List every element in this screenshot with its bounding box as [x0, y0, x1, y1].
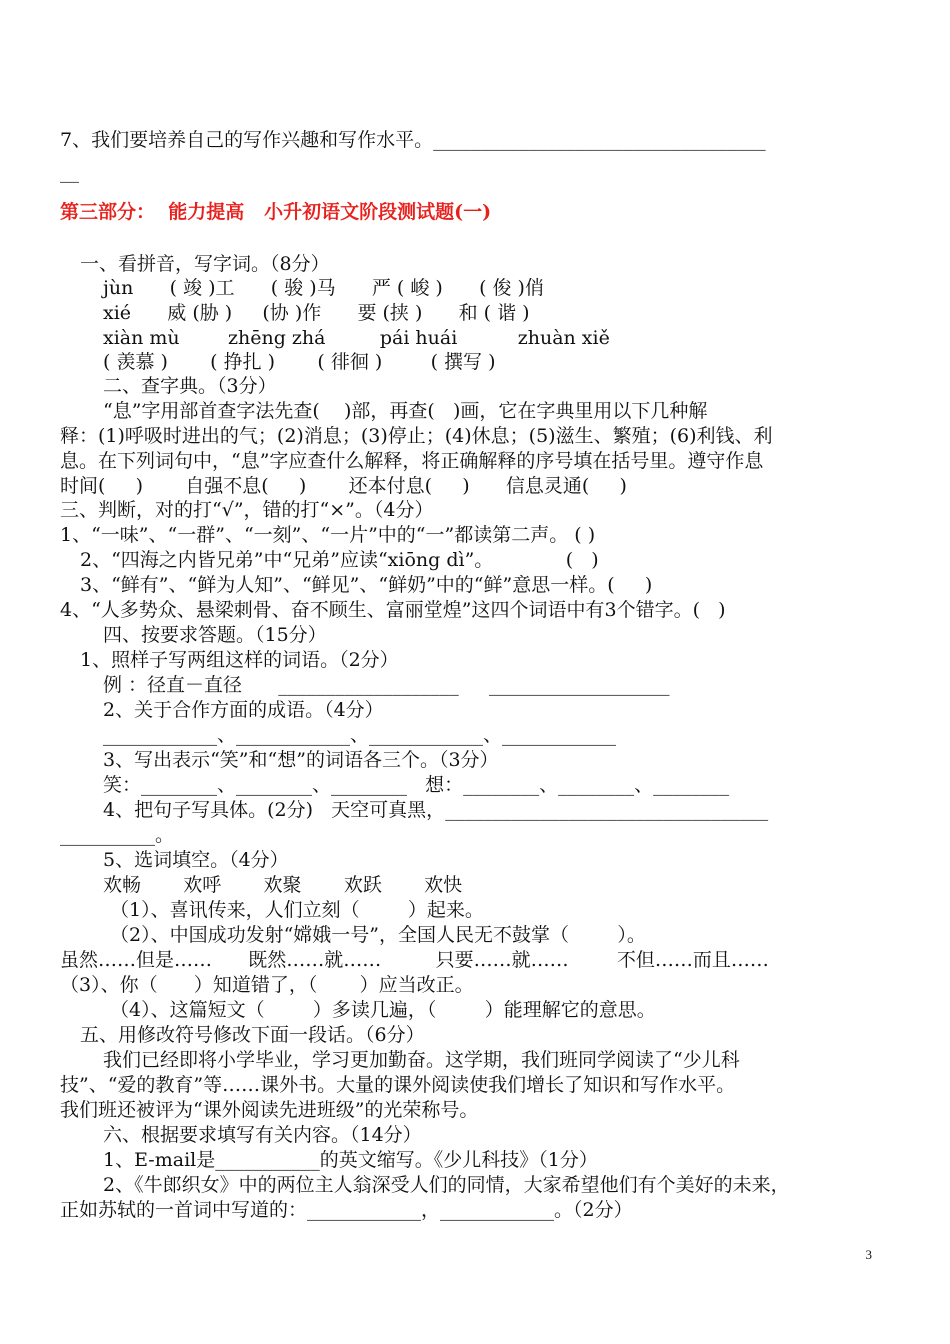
line-q7-cont: __ — [60, 161, 79, 183]
answer-1-example: 例 ：径直－直径 ___________________ ___________________ — [103, 674, 670, 696]
judge-item-3: 3、“鲜有”、“鲜为人知”、“鲜见”、“鲜奶”中的“鲜”意思一样。( ) — [80, 574, 653, 596]
dictionary-line-2: 释：(1)呼吸时进出的气；(2)消息；(3)停止；(4)休息；(5)滋生、繁殖；(6)利钱、利 — [60, 425, 773, 447]
answer-2: 2、关于合作方面的成语。（4分） — [103, 699, 384, 721]
fill-3: （3）、你（ ）知道错了，（ ）应当改正。 — [60, 974, 474, 996]
fill-2: （2）、中国成功发射“嫦娥一号”，全国人民无不鼓掌（ ）。 — [110, 924, 646, 946]
pinyin-row-1: jùn ( 竣 )工 ( 骏 )马 严 ( 峻 ) ( 俊 )俏 — [103, 277, 544, 299]
content-2-cont: 正如苏轼的一首词中写道的：____________，____________。（2分） — [60, 1199, 633, 1221]
line-q7: 7、我们要培养自己的写作兴趣和写作水平。___________________________________ — [60, 129, 766, 151]
dictionary-line-3: 息。在下列词句中，“息”字应查什么解释，将正确解释的序号填在括号里。遵守作息 — [60, 450, 764, 472]
heading-judge: 三、判断，对的打“√”，错的打“×”。（4分） — [60, 499, 434, 521]
pinyin-row-2: xié 威 (胁 ) (协 )作 要 (挟 ) 和 ( 谐 ) — [103, 302, 530, 324]
dictionary-line-1: “息”字用部首查字法先查( )部，再查( )画，它在字典里用以下几种解 — [103, 400, 708, 422]
answer-5: 5、选词填空。（4分） — [103, 849, 289, 871]
judge-item-4: 4、“人多势众、悬梁刺骨、奋不顾生、富丽堂煌”这四个词语中有3个错字。( ) — [60, 599, 726, 621]
answer-1: 1、照样子写两组这样的词语。（2分） — [80, 649, 399, 671]
pinyin-row-3: xiàn mù zhēng zhá pái huái zhuàn xiě — [103, 327, 610, 349]
heading-dictionary: 二、查字典。（3分） — [103, 375, 277, 397]
dictionary-line-4: 时间( ) 自强不息( ) 还本付息( ) 信息灵通( ) — [60, 475, 627, 497]
pinyin-row-4: ( 羡慕 ) ( 挣扎 ) ( 徘徊 ) ( 撰写 ) — [103, 351, 496, 373]
fill-1: （1）、喜讯传来，人们立刻（ ）起来。 — [110, 899, 484, 921]
answer-2-blanks: ____________、____________、____________、____________ — [103, 724, 617, 746]
revise-para-2: 技”、“爱的教育”等……课外书。大量的课外阅读使我们增长了知识和写作水平。 — [60, 1074, 736, 1096]
heading-fill-content: 六、根据要求填写有关内容。（14分） — [103, 1124, 422, 1146]
section-title: 第三部分： 能力提高 小升初语文阶段测试题(一) — [60, 201, 492, 223]
content-1: 1、E-mail是___________的英文缩写。《少儿科技》（1分） — [103, 1149, 598, 1171]
answer-5-words: 欢畅 欢呼 欢聚 欢跃 欢快 — [103, 874, 463, 896]
page-number: 3 — [865, 1247, 872, 1262]
answer-4: 4、把句子写具体。(2分) 天空可真黑，__________________________________ — [103, 799, 769, 821]
revise-para-1: 我们已经即将小学毕业，学习更加勤奋。这学期，我们班同学阅读了“少儿科 — [103, 1049, 740, 1071]
answer-3: 3、写出表示“笑”和“想”的词语各三个。（3分） — [103, 749, 499, 771]
fill-4: （4）、这篇短文（ ）多读几遍，（ ）能理解它的意思。 — [110, 999, 656, 1021]
answer-4-cont: __________。 — [60, 824, 175, 846]
fill-conjunctions: 虽然……但是…… 既然……就…… 只要……就…… 不但……而且…… — [60, 949, 769, 971]
judge-item-2: 2、“四海之内皆兄弟”中“兄弟”应读“xiōng dì”。 ( ) — [80, 549, 599, 571]
answer-3-blanks: 笑：________、________、________ 想：________、________、________ — [103, 774, 730, 796]
revise-para-3: 我们班还被评为“课外阅读先进班级”的光荣称号。 — [60, 1099, 479, 1121]
heading-revise: 五、用修改符号修改下面一段话。（6分） — [80, 1024, 425, 1046]
content-2: 2、《牛郎织女》中的两位主人翁深受人们的同情，大家希望他们有个美好的未来， — [103, 1174, 790, 1196]
heading-pinyin: 一、看拼音，写字词。（8分） — [80, 253, 330, 275]
heading-answer: 四、按要求答题。（15分） — [103, 624, 327, 646]
judge-item-1: 1、“一味”、“一群”、“一刻”、“一片”中的“一”都读第二声。 ( ) — [60, 524, 596, 546]
